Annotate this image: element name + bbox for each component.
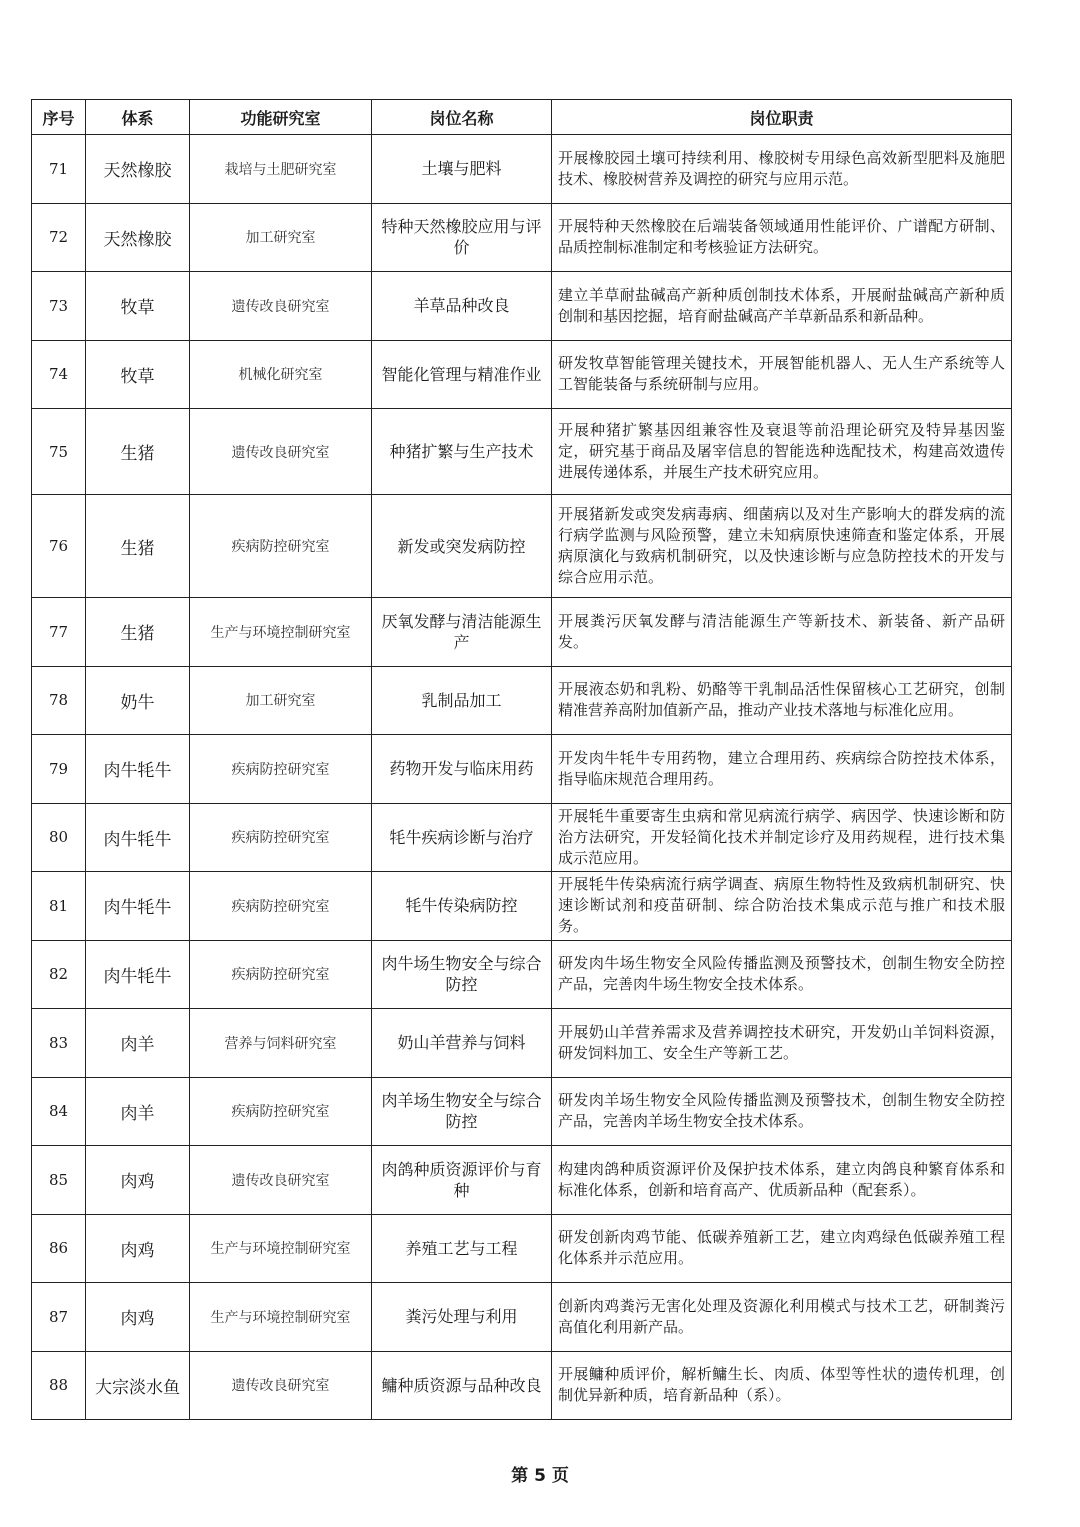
table-row bbox=[32, 1146, 1012, 1215]
table-row bbox=[32, 1077, 1012, 1146]
header-duty: 岗位职责 bbox=[552, 100, 1012, 135]
table-row bbox=[32, 1351, 1012, 1420]
cell-duty: 开展液态奶和乳粉、奶酪等干乳制品活性保留核心工艺研究，创制精准营养高附加值新产品，推动产业技术落地与标准化应用。 bbox=[552, 666, 1012, 735]
table-row bbox=[32, 1283, 1012, 1352]
cell-duty: 开展猪新发或突发病毒病、细菌病以及对生产影响大的群发病的流行病学监测与风险预警，建立未知病原快速筛查和鉴定体系，开展病原演化与致病机制研究，以及快速诊断与应急防控技术的开发与综合应用示范。 bbox=[552, 495, 1012, 598]
cell-system: 生猪 bbox=[86, 495, 190, 598]
header-no: 序号 bbox=[32, 100, 86, 135]
cell-no: 74 bbox=[32, 340, 86, 409]
cell-no: 79 bbox=[32, 735, 86, 804]
cell-no: 80 bbox=[32, 803, 86, 872]
cell-lab: 疾病防控研究室 bbox=[190, 803, 372, 872]
cell-no: 87 bbox=[32, 1283, 86, 1352]
table-row bbox=[32, 940, 1012, 1009]
cell-system: 肉羊 bbox=[86, 1009, 190, 1078]
table-body bbox=[32, 135, 1012, 1420]
cell-lab: 疾病防控研究室 bbox=[190, 735, 372, 804]
cell-system: 奶牛 bbox=[86, 666, 190, 735]
cell-lab: 营养与饲料研究室 bbox=[190, 1009, 372, 1078]
cell-position: 药物开发与临床用药 bbox=[372, 735, 552, 804]
cell-system: 牧草 bbox=[86, 340, 190, 409]
cell-duty: 开展特种天然橡胶在后端装备领域通用性能评价、广谱配方研制、品质控制标准制定和考核验证方法研究。 bbox=[552, 203, 1012, 272]
cell-duty: 开展奶山羊营养需求及营养调控技术研究，开发奶山羊饲料资源，研发饲料加工、安全生产等新工艺。 bbox=[552, 1009, 1012, 1078]
cell-position: 鳙种质资源与品种改良 bbox=[372, 1351, 552, 1420]
cell-no: 71 bbox=[32, 135, 86, 204]
cell-system: 肉鸡 bbox=[86, 1283, 190, 1352]
cell-position: 牦牛传染病防控 bbox=[372, 872, 552, 941]
cell-no: 82 bbox=[32, 940, 86, 1009]
cell-no: 77 bbox=[32, 598, 86, 667]
cell-lab: 疾病防控研究室 bbox=[190, 495, 372, 598]
cell-lab: 生产与环境控制研究室 bbox=[190, 1283, 372, 1352]
table-row bbox=[32, 666, 1012, 735]
cell-position: 肉羊场生物安全与综合防控 bbox=[372, 1077, 552, 1146]
cell-system: 肉鸡 bbox=[86, 1214, 190, 1283]
table-row bbox=[32, 803, 1012, 872]
cell-duty: 研发肉牛场生物安全风险传播监测及预警技术，创制生物安全防控产品，完善肉牛场生物安全技术体系。 bbox=[552, 940, 1012, 1009]
cell-lab: 遗传改良研究室 bbox=[190, 1146, 372, 1215]
cell-position: 土壤与肥料 bbox=[372, 135, 552, 204]
cell-lab: 生产与环境控制研究室 bbox=[190, 1214, 372, 1283]
cell-no: 88 bbox=[32, 1351, 86, 1420]
cell-lab: 生产与环境控制研究室 bbox=[190, 598, 372, 667]
page-number: 第 5 页 bbox=[511, 1466, 569, 1486]
cell-system: 肉牛牦牛 bbox=[86, 803, 190, 872]
cell-system: 天然橡胶 bbox=[86, 135, 190, 204]
table-row bbox=[32, 135, 1012, 204]
cell-system: 生猪 bbox=[86, 598, 190, 667]
cell-duty: 研发创新肉鸡节能、低碳养殖新工艺，建立肉鸡绿色低碳养殖工程化体系并示范应用。 bbox=[552, 1214, 1012, 1283]
table-row bbox=[32, 495, 1012, 598]
cell-lab: 栽培与土肥研究室 bbox=[190, 135, 372, 204]
cell-no: 81 bbox=[32, 872, 86, 941]
duty-table bbox=[31, 99, 1012, 1420]
cell-duty: 研发牧草智能管理关键技术，开展智能机器人、无人生产系统等人工智能装备与系统研制与应用。 bbox=[552, 340, 1012, 409]
cell-no: 72 bbox=[32, 203, 86, 272]
table-row bbox=[32, 598, 1012, 667]
table-header-row bbox=[32, 100, 1012, 135]
cell-duty: 研发肉羊场生物安全风险传播监测及预警技术，创制生物安全防控产品，完善肉羊场生物安全技术体系。 bbox=[552, 1077, 1012, 1146]
cell-position: 肉鸽种质资源评价与育种 bbox=[372, 1146, 552, 1215]
cell-system: 肉牛牦牛 bbox=[86, 872, 190, 941]
cell-duty: 开展牦牛传染病流行病学调查、病原生物特性及致病机制研究、快速诊断试剂和疫苗研制、综合防治技术集成示范与推广和技术服务。 bbox=[552, 872, 1012, 941]
cell-no: 75 bbox=[32, 409, 86, 495]
cell-no: 83 bbox=[32, 1009, 86, 1078]
table-row bbox=[32, 272, 1012, 341]
cell-duty: 开展牦牛重要寄生虫病和常见病流行病学、病因学、快速诊断和防治方法研究，开发轻简化技术并制定诊疗及用药规程，进行技术集成示范应用。 bbox=[552, 803, 1012, 872]
cell-position: 牦牛疾病诊断与治疗 bbox=[372, 803, 552, 872]
cell-system: 天然橡胶 bbox=[86, 203, 190, 272]
header-system: 体系 bbox=[86, 100, 190, 135]
cell-position: 智能化管理与精准作业 bbox=[372, 340, 552, 409]
cell-system: 生猪 bbox=[86, 409, 190, 495]
cell-duty: 创新肉鸡粪污无害化处理及资源化利用模式与技术工艺，研制粪污高值化利用新产品。 bbox=[552, 1283, 1012, 1352]
cell-duty: 开展橡胶园土壤可持续利用、橡胶树专用绿色高效新型肥料及施肥技术、橡胶树营养及调控的研究与应用示范。 bbox=[552, 135, 1012, 204]
cell-position: 乳制品加工 bbox=[372, 666, 552, 735]
table-row bbox=[32, 203, 1012, 272]
cell-lab: 加工研究室 bbox=[190, 666, 372, 735]
table-row bbox=[32, 340, 1012, 409]
cell-system: 大宗淡水鱼 bbox=[86, 1351, 190, 1420]
table-row bbox=[32, 1009, 1012, 1078]
cell-lab: 遗传改良研究室 bbox=[190, 409, 372, 495]
cell-system: 肉鸡 bbox=[86, 1146, 190, 1215]
table-row bbox=[32, 872, 1012, 941]
table-row bbox=[32, 1214, 1012, 1283]
table-row bbox=[32, 735, 1012, 804]
header-position: 岗位名称 bbox=[372, 100, 552, 135]
cell-duty: 构建肉鸽种质资源评价及保护技术体系，建立肉鸽良种繁育体系和标准化体系，创新和培育高产、优质新品种（配套系）。 bbox=[552, 1146, 1012, 1215]
cell-system: 牧草 bbox=[86, 272, 190, 341]
cell-no: 85 bbox=[32, 1146, 86, 1215]
cell-position: 粪污处理与利用 bbox=[372, 1283, 552, 1352]
cell-position: 奶山羊营养与饲料 bbox=[372, 1009, 552, 1078]
cell-duty: 开展鳙种质评价，解析鳙生长、肉质、体型等性状的遗传机理，创制优异新种质，培育新品种（系）。 bbox=[552, 1351, 1012, 1420]
cell-lab: 疾病防控研究室 bbox=[190, 1077, 372, 1146]
cell-no: 84 bbox=[32, 1077, 86, 1146]
header-lab: 功能研究室 bbox=[190, 100, 372, 135]
table-row bbox=[32, 409, 1012, 495]
cell-no: 86 bbox=[32, 1214, 86, 1283]
cell-lab: 疾病防控研究室 bbox=[190, 940, 372, 1009]
cell-duty: 开展粪污厌氧发酵与清洁能源生产等新技术、新装备、新产品研发。 bbox=[552, 598, 1012, 667]
cell-no: 73 bbox=[32, 272, 86, 341]
cell-duty: 开展种猪扩繁基因组兼容性及衰退等前沿理论研究及特异基因鉴定，研究基于商品及屠宰信息的智能选种选配技术，构建高效遗传进展传递体系，并展生产技术研究应用。 bbox=[552, 409, 1012, 495]
cell-lab: 疾病防控研究室 bbox=[190, 872, 372, 941]
cell-system: 肉羊 bbox=[86, 1077, 190, 1146]
cell-position: 厌氧发酵与清洁能源生产 bbox=[372, 598, 552, 667]
cell-duty: 开发肉牛牦牛专用药物，建立合理用药、疾病综合防控技术体系，指导临床规范合理用药。 bbox=[552, 735, 1012, 804]
cell-lab: 加工研究室 bbox=[190, 203, 372, 272]
cell-system: 肉牛牦牛 bbox=[86, 940, 190, 1009]
cell-position: 特种天然橡胶应用与评价 bbox=[372, 203, 552, 272]
cell-system: 肉牛牦牛 bbox=[86, 735, 190, 804]
cell-position: 肉牛场生物安全与综合防控 bbox=[372, 940, 552, 1009]
cell-lab: 遗传改良研究室 bbox=[190, 272, 372, 341]
cell-position: 养殖工艺与工程 bbox=[372, 1214, 552, 1283]
cell-lab: 遗传改良研究室 bbox=[190, 1351, 372, 1420]
cell-no: 76 bbox=[32, 495, 86, 598]
cell-duty: 建立羊草耐盐碱高产新种质创制技术体系，开展耐盐碱高产新种质创制和基因挖掘，培育耐盐碱高产羊草新品系和新品种。 bbox=[552, 272, 1012, 341]
cell-position: 种猪扩繁与生产技术 bbox=[372, 409, 552, 495]
cell-position: 新发或突发病防控 bbox=[372, 495, 552, 598]
cell-position: 羊草品种改良 bbox=[372, 272, 552, 341]
cell-no: 78 bbox=[32, 666, 86, 735]
cell-lab: 机械化研究室 bbox=[190, 340, 372, 409]
